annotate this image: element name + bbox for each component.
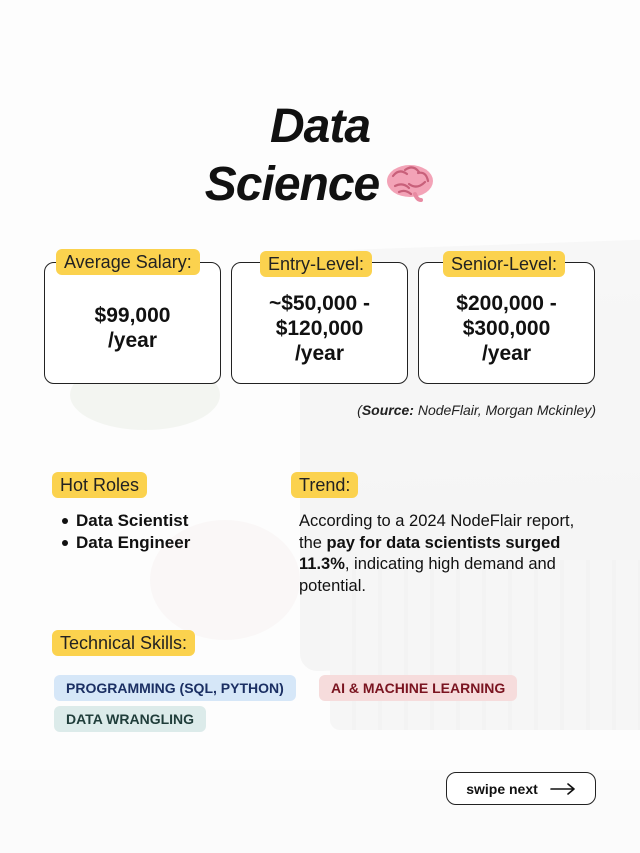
value-line: $120,000 [275, 316, 364, 340]
salary-card-senior-value [456, 281, 556, 366]
value-line: /year [107, 329, 158, 352]
arrow-right-icon [550, 783, 576, 795]
value-line: /year [481, 341, 532, 365]
trend-text [299, 511, 599, 597]
brain-icon [385, 162, 435, 202]
source-label: Source: [361, 402, 414, 418]
salary-card-senior [418, 262, 595, 384]
trend-text-highlight: pay for data scientists surged 11.3% [299, 533, 561, 573]
title-line-2-text: Science [204, 158, 380, 211]
trend-label: Trend: [291, 472, 358, 498]
salary-card-average [44, 262, 221, 384]
list-item: Data Engineer [60, 532, 190, 554]
trend-text-end: , indicating high demand and potential. [299, 555, 556, 595]
value-line: $200,000 - [456, 291, 557, 315]
average-salary-label: Average Salary: [56, 249, 200, 275]
source-note [357, 402, 596, 418]
salary-card-average-value [95, 293, 171, 353]
source-text: NodeFlair, Morgan Mckinley) [413, 402, 596, 418]
title-line-2 [0, 156, 640, 214]
entry-level-label: Entry-Level: [260, 251, 372, 277]
hot-roles-list [60, 510, 190, 554]
list-item: Data Scientist [60, 510, 190, 532]
swipe-next-label: swipe next [466, 780, 538, 797]
skill-badge-ai-ml: AI & MACHINE LEARNING [319, 675, 517, 701]
value-line: $99,000 [94, 304, 171, 327]
skill-badge-data-wrangling: DATA WRANGLING [54, 706, 206, 732]
technical-skills-label: Technical Skills: [52, 630, 195, 656]
hot-roles-label: Hot Roles [52, 472, 147, 498]
title-line-1: Data [269, 100, 371, 153]
salary-card-entry-value [269, 281, 370, 366]
salary-card-entry [231, 262, 408, 384]
value-line: $300,000 [462, 316, 551, 340]
source-open: ( [357, 402, 362, 418]
value-line: ~$50,000 - [268, 291, 370, 315]
swipe-next-button[interactable] [446, 772, 596, 805]
skill-badge-programming: PROGRAMMING (SQL, PYTHON) [54, 675, 296, 701]
trend-text-start: According to a 2024 NodeFlair report, the [299, 512, 575, 552]
value-line: /year [294, 341, 345, 365]
senior-level-label: Senior-Level: [443, 251, 565, 277]
